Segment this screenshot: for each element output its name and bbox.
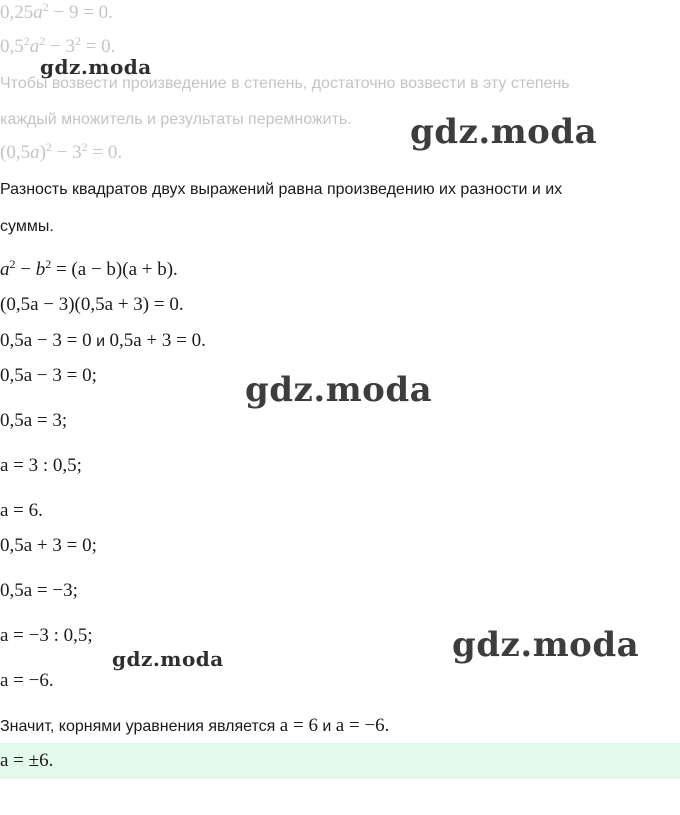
watermark: gdz.moda: [452, 625, 640, 665]
case1-line-3: a = 3 : 0,5;: [0, 455, 82, 476]
equation-1: $0,25a^2 - 9 = 0$.: [0, 0, 113, 23]
watermark: gdz.moda: [245, 370, 433, 410]
watermark: gdz.moda: [40, 55, 152, 79]
final-answer: a = ±6.: [0, 750, 54, 771]
rule-power-line-1: Чтобы возвести произведение в степень, достаточно возвести в эту степень: [0, 75, 570, 92]
case2-line-2: 0,5a = −3;: [0, 580, 78, 601]
equation-2: $0,5^2a^2 - 3^2 = 0$.: [0, 34, 116, 57]
factored-equation: (0,5a − 3)(0,5a + 3) = 0.: [0, 294, 184, 315]
equation-3: $(0,5a)^2 - 3^2 = 0$.: [0, 140, 123, 163]
watermark: gdz.moda: [410, 112, 598, 152]
rule-power-line-2: каждый множитель и результаты перемножить.: [0, 111, 352, 128]
diff-squares-formula: $a^2 - b^2 = (a - b)(a + b)$.: [0, 257, 178, 280]
case1-line-4: a = 6.: [0, 500, 43, 521]
case2-line-1: 0,5a + 3 = 0;: [0, 535, 97, 556]
case2-line-3: a = −3 : 0,5;: [0, 625, 93, 646]
case1-line-2: 0,5a = 3;: [0, 410, 68, 431]
rule-diff-line-2: суммы.: [0, 218, 54, 235]
split-equation: 0,5a − 3 = 0 и 0,5a + 3 = 0.: [0, 330, 206, 351]
rule-diff-line-1: Разность квадратов двух выражений равна произведению их разности и их: [0, 181, 563, 198]
watermark: gdz.moda: [112, 647, 224, 671]
case2-line-4: a = −6.: [0, 670, 54, 691]
answer-highlight: [0, 743, 680, 779]
conclusion: Значит, корнями уравнения является a = 6 и a = −6.: [0, 715, 390, 736]
case1-line-1: 0,5a − 3 = 0;: [0, 365, 97, 386]
